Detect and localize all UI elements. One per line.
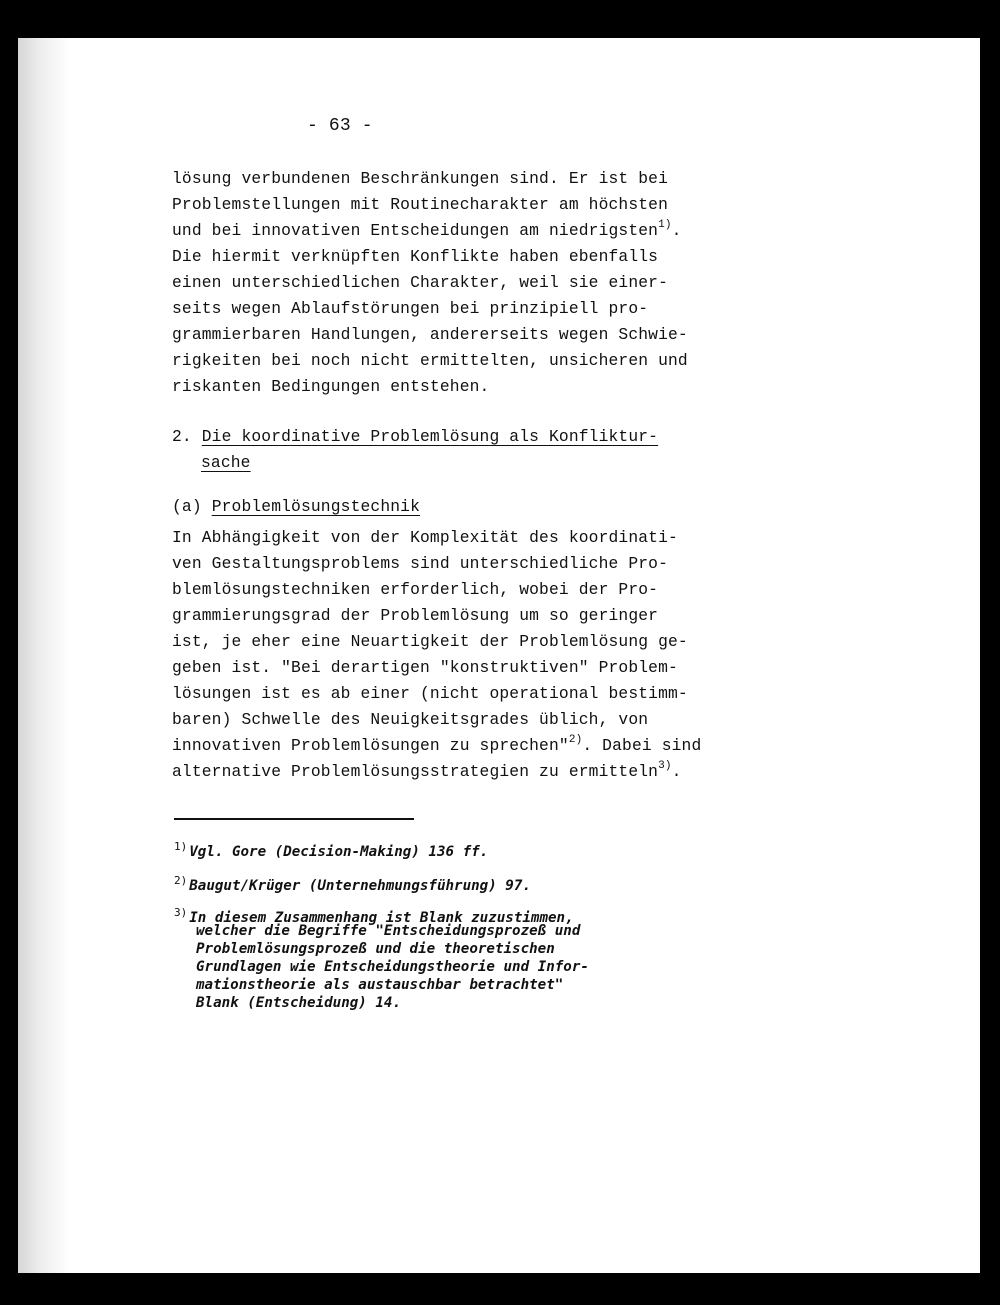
text-line: lösungen ist es ab einer (nicht operational bestimm- xyxy=(172,684,688,703)
section-title-line-2: sache xyxy=(201,453,251,472)
page-edge-shadow xyxy=(18,38,70,1273)
text-line: seits wegen Ablaufstörungen bei prinzipiell pro- xyxy=(172,299,649,318)
footnote-mark: 1) xyxy=(174,840,188,853)
subsection-title: Problemlösungstechnik xyxy=(211,497,421,516)
footnote-ref: 2) xyxy=(568,734,583,746)
text-line: riskanten Bedingungen entstehen. xyxy=(172,377,490,396)
text-line: lösung verbundenen Beschränkungen sind. Er ist bei xyxy=(172,169,669,188)
text-line: einen unterschiedlichen Charakter, weil sie einer- xyxy=(172,273,669,292)
section-heading xyxy=(172,424,658,476)
subsection-heading xyxy=(172,494,420,520)
text-line: blemlösungstechniken erforderlich, wobei der Pro- xyxy=(172,580,659,599)
footnote-text: Baugut/Krüger (Unternehmungsführung) 97. xyxy=(189,878,531,894)
text-line: geben ist. "Bei derartigen "konstruktiven" Problem- xyxy=(172,658,678,677)
footnote-1 xyxy=(174,838,489,860)
footnote-mark: 2) xyxy=(174,874,188,887)
footnote-text: Blank (Entscheidung) 14. xyxy=(196,995,401,1011)
text-line: und bei innovativen Entscheidungen am niedrigsten$^{1)}$. xyxy=(172,219,682,240)
paragraph-1 xyxy=(172,166,688,400)
text-line: ven Gestaltungsproblems sind unterschiedliche Pro- xyxy=(172,554,669,573)
footnote-text: Grundlagen wie Entscheidungstheorie und Infor- xyxy=(196,959,589,975)
text-line: grammierbaren Handlungen, andererseits wegen Schwie- xyxy=(172,325,688,344)
text-line: ist, je eher eine Neuartigkeit der Problemlösung ge- xyxy=(172,632,688,651)
text-line: grammierungsgrad der Problemlösung um so geringer xyxy=(172,606,659,625)
footnote-ref: 1) xyxy=(658,219,672,231)
page-number: - 63 - xyxy=(307,116,373,136)
text-line: Problemstellungen mit Routinecharakter am höchsten xyxy=(172,195,669,214)
footnote-text: Problemlösungsprozeß und die theoretischen xyxy=(196,941,555,957)
footnote-ref: 3) xyxy=(658,760,672,772)
subsection-label: (a) xyxy=(172,497,202,516)
footnote-3 xyxy=(174,904,589,1012)
footnote-2 xyxy=(174,872,531,894)
text-line: baren) Schwelle des Neuigkeitsgrades üblich, von xyxy=(172,710,649,729)
text-line: innovativen Problemlösungen zu sprechen"$^{2)}$. Dabei sind xyxy=(172,734,702,755)
section-title-line-1: Die koordinative Problemlösung als Konfliktur- xyxy=(201,427,659,446)
text-line: rigkeiten bei noch nicht ermittelten, unsicheren und xyxy=(172,351,688,370)
footnote-divider xyxy=(174,818,414,820)
section-number: 2. xyxy=(172,427,192,446)
footnote-text: welcher die Begriffe "Entscheidungsprozeß und xyxy=(196,923,581,939)
document-page xyxy=(18,38,980,1273)
paragraph-2 xyxy=(172,525,701,785)
footnote-mark: 3) xyxy=(174,906,188,919)
footnote-text: In diesem Zusammenhang ist Blank zuzustimmen, xyxy=(189,910,574,926)
footnote-text: Vgl. Gore (Decision-Making) 136 ff. xyxy=(189,844,489,860)
text-line: In Abhängigkeit von der Komplexität des koordinati- xyxy=(172,528,678,547)
text-line: Die hiermit verknüpften Konflikte haben ebenfalls xyxy=(172,247,659,266)
text-line: alternative Problemlösungsstrategien zu ermitteln$^{3)}$. xyxy=(172,760,682,781)
footnote-text: mationstheorie als austauschbar betrachtet" xyxy=(196,977,564,993)
